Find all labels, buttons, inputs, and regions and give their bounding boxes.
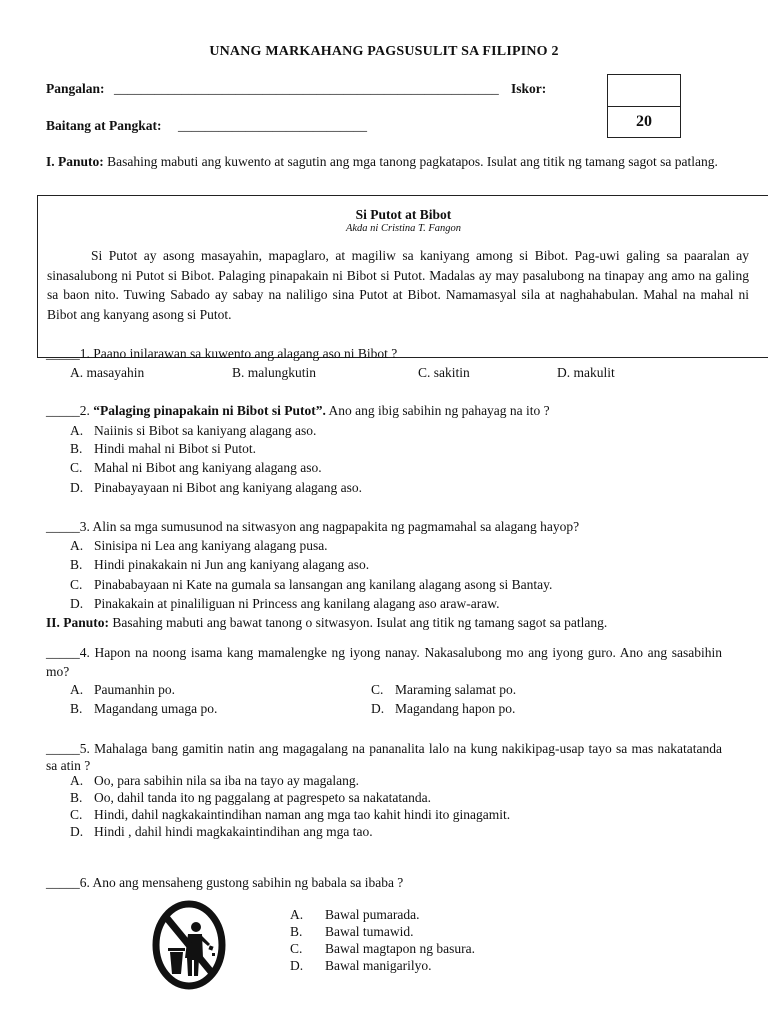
- choice-text: Oo, para sabihin nila sa iba na tayo ay magalang.: [94, 773, 360, 788]
- choice-letter: D.: [290, 958, 304, 973]
- choice-letter: B.: [70, 790, 83, 805]
- choice-text: Hindi mahal ni Bibot si Putot.: [94, 441, 257, 456]
- question-4: [46, 643, 722, 681]
- part2-instructions: [46, 615, 607, 631]
- choice-letter: A.: [70, 423, 84, 438]
- q1-choice-b: B. malungkutin: [232, 365, 316, 380]
- q5-choice-a: [70, 773, 359, 789]
- answer-blank[interactable]: _____: [46, 741, 80, 756]
- q6-choice-c: [290, 941, 475, 957]
- choice-letter: A.: [70, 773, 84, 788]
- q1-choice-a: A. masayahin: [70, 365, 145, 380]
- question-6: [46, 875, 403, 891]
- choice-text: Bawal pumarada.: [325, 907, 420, 922]
- q4-choice-c: [371, 682, 516, 698]
- choice-text: Oo, dahil tanda ito ng paggalang at pagrespeto sa nakatatanda.: [94, 790, 432, 805]
- part2-text: Basahing mabuti ang bawat tanong o sitwasyon. Isulat ang titik ng tamang sagot sa patlang.: [109, 615, 608, 630]
- choice-text: Naiinis si Bibot sa kaniyang alagang aso.: [94, 423, 317, 438]
- q4-choice-a: [70, 682, 175, 698]
- answer-blank[interactable]: _____: [46, 645, 80, 660]
- choice-text: Pinabayayaan ni Bibot ang kaniyang alagang aso.: [94, 480, 363, 495]
- choice-text: Pinababayaan ni Kate na gumala sa lansangan ang kanilang alagang asong si Bantay.: [94, 577, 553, 592]
- q5-choice-c: [70, 807, 510, 823]
- choice-text: Paumanhin po.: [94, 682, 175, 697]
- no-littering-sign-icon: [152, 900, 226, 990]
- choice-text: Maraming salamat po.: [395, 682, 517, 697]
- choice-text: Magandang umaga po.: [94, 701, 218, 716]
- choice-text: Bawal magtapon ng basura.: [325, 941, 475, 956]
- score-box: [607, 74, 681, 138]
- question-number: 2.: [79, 403, 94, 418]
- choice-text: Pinakakain at pinaliliguan ni Princess ang kanilang alagang aso araw-araw.: [94, 596, 500, 611]
- choice-text: Hindi, dahil nagkakaintindihan naman ang mga tao kahit hindi ito ginagamit.: [94, 807, 511, 822]
- choice-text: Sinisipa ni Lea ang kaniyang alagang pusa.: [94, 538, 328, 553]
- question-text: 3. Alin sa mga sumusunod na sitwasyon ang nagpapakita ng pagmamahal sa alagang hayop?: [79, 519, 580, 534]
- choice-letter: A.: [70, 538, 84, 553]
- choice-text: Bawal manigarilyo.: [325, 958, 432, 973]
- part1-instructions: [46, 152, 736, 171]
- answer-blank[interactable]: _____: [46, 875, 80, 890]
- choice-letter: C.: [290, 941, 303, 956]
- choice-letter: B.: [70, 557, 83, 572]
- choice-letter: A.: [70, 682, 84, 697]
- story-author: Akda ni Cristina T. Fangon: [345, 223, 462, 234]
- question-1: [46, 346, 397, 362]
- choice-letter: A.: [290, 907, 304, 922]
- q2-choice-d: [70, 480, 362, 496]
- part1-text: Basahing mabuti ang kuwento at sagutin ang mga tanong pagkatapos. Isulat ang titik ng tamang sagot sa patlang.: [103, 154, 718, 169]
- question-5: [46, 740, 722, 774]
- choice-letter: C.: [70, 807, 83, 822]
- choice-text: Hindi , dahil hindi magkakaintindihan ang mga tao.: [94, 824, 373, 839]
- q4-choice-d: [371, 701, 515, 717]
- page-title: UNANG MARKAHANG PAGSUSULIT SA FILIPINO 2: [209, 44, 559, 59]
- q6-choice-b: [290, 924, 413, 940]
- q4-choice-b: [70, 701, 217, 717]
- choice-letter: D.: [371, 701, 385, 716]
- choice-letter: C.: [70, 460, 83, 475]
- name-label: Pangalan:: [46, 81, 105, 96]
- choice-text: Magandang hapon po.: [395, 701, 516, 716]
- q3-choice-b: [70, 557, 369, 573]
- q3-choice-c: [70, 577, 552, 593]
- part2-label: II. Panuto:: [46, 615, 110, 630]
- choice-letter: D.: [70, 480, 84, 495]
- story-text: Si Putot ay asong masayahin, mapaglaro, at magiliw sa kaniyang among si Bibot. Pag-uwi galing sa paaralan ay sinasalubong ni Putot si Bibot. Palaging pinapakain ni Bibot si Putot. Madalas ay may pasalubong na tinapay ang amo na galing sa baon nito. Tuwing Sabado ay sabay na naliligo sina Putot at Bibot. Namamasyal sila at naghahabulan. Mahal na mahal ni Bibot ang kanyang asong si Putot.: [47, 248, 749, 322]
- choice-letter: B.: [290, 924, 303, 939]
- q6-choice-d: [290, 958, 431, 974]
- answer-blank[interactable]: _____: [46, 403, 80, 418]
- question-quote: “Palaging pinapakain ni Bibot si Putot”.: [93, 403, 326, 418]
- question-text: 4. Hapon na noong isama kang mamalengke ng iyong nanay. Nakasalubong mo ang iyong guro. Ano ang sasabihin mo?: [46, 645, 722, 679]
- q2-choice-c: [70, 460, 322, 476]
- choice-text: Mahal ni Bibot ang kaniyang alagang aso.: [94, 460, 322, 475]
- choice-letter: B.: [70, 701, 83, 716]
- score-divider: [608, 106, 680, 107]
- score-total: 20: [636, 113, 652, 130]
- q3-choice-d: [70, 596, 500, 612]
- grade-section-blank[interactable]: ____________________________: [178, 118, 367, 133]
- q5-choice-b: [70, 790, 431, 806]
- question-text: 6. Ano ang mensaheng gustong sabihin ng babala sa ibaba ?: [79, 875, 404, 890]
- answer-blank[interactable]: _____: [46, 346, 80, 361]
- q2-choice-b: [70, 441, 256, 457]
- q3-choice-a: [70, 538, 328, 554]
- choice-letter: D.: [70, 824, 84, 839]
- q2-choice-a: [70, 423, 316, 439]
- answer-blank[interactable]: _____: [46, 519, 80, 534]
- choice-letter: C.: [371, 682, 384, 697]
- question-text: 1. Paano inilarawan sa kuwento ang alagang aso ni Bibot ?: [79, 346, 398, 361]
- choice-text: Bawal tumawid.: [325, 924, 414, 939]
- question-text: 5. Mahalaga bang gamitin natin ang magagalang na pananalita lalo na kung nakikipag-usap tayo sa mas nakatatanda sa atin ?: [46, 741, 722, 773]
- question-text: Ano ang ibig sabihin ng pahayag na ito ?: [325, 403, 550, 418]
- q1-choice-d: D. makulit: [557, 365, 615, 380]
- q1-choice-c: C. sakitin: [418, 365, 470, 380]
- choice-letter: B.: [70, 441, 83, 456]
- choice-letter: D.: [70, 596, 84, 611]
- q6-choice-a: [290, 907, 419, 923]
- choice-text: Hindi pinakakain ni Jun ang kaniyang alagang aso.: [94, 557, 370, 572]
- q5-choice-d: [70, 824, 373, 840]
- score-label: Iskor:: [511, 81, 547, 96]
- part1-label: I. Panuto:: [46, 154, 104, 169]
- question-2: [46, 403, 550, 419]
- grade-section-label: Baitang at Pangkat:: [46, 118, 162, 133]
- choice-letter: C.: [70, 577, 83, 592]
- story-title: Si Putot at Bibot: [355, 207, 452, 222]
- question-3: [46, 519, 579, 535]
- name-blank[interactable]: _________________________________________________________: [114, 81, 499, 96]
